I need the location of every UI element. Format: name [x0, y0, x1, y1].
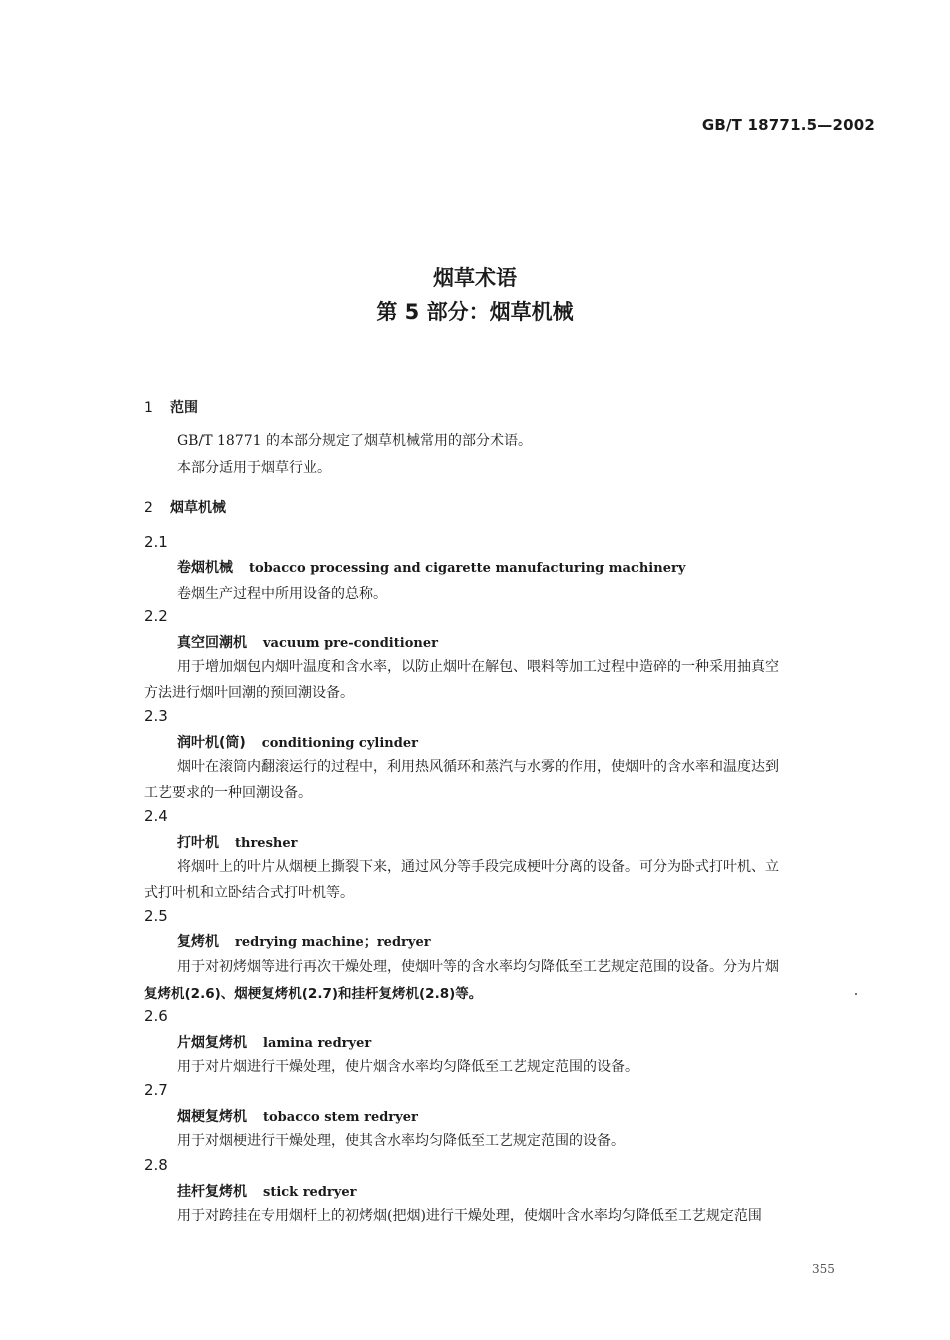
term-chinese: 烟梗复烤机 [177, 1109, 247, 1125]
term-chinese: 卷烟机械 [177, 560, 233, 576]
term-entry [177, 931, 431, 951]
term-definition: 将烟叶上的叶片从烟梗上撕裂下来，通过风分等手段完成梗叶分离的设备。可分为卧式打叶机、立 [177, 859, 779, 875]
section-title: 烟草机械 [170, 500, 226, 516]
document-title-line1: 烟草术语 [433, 266, 517, 290]
clause-number: 2.6 [144, 1007, 168, 1025]
term-entry [177, 1181, 356, 1201]
term-english: stick redryer [263, 1185, 357, 1200]
term-entry [177, 557, 685, 577]
clause-number: 2.4 [144, 807, 168, 825]
section-number: 1 [144, 400, 153, 416]
clause-number: 2.5 [144, 907, 168, 925]
term-entry [177, 832, 297, 852]
page-number: 355 [812, 1262, 835, 1276]
section-1-heading [144, 397, 198, 417]
term-entry [177, 1106, 418, 1126]
clause-number: 2.1 [144, 533, 168, 551]
section-1-paragraph-2: 本部分适用于烟草行业。 [177, 460, 331, 476]
term-chinese: 润叶机(筒) [177, 735, 246, 751]
clause-number: 2.7 [144, 1081, 168, 1099]
term-definition: 用于对跨挂在专用烟杆上的初烤烟(把烟)进行干燥处理，使烟叶含水率均匀降低至工艺规定范围 [177, 1208, 762, 1224]
term-entry [177, 732, 418, 752]
term-definition: 烟叶在滚筒内翻滚运行的过程中，利用热风循环和蒸汽与水雾的作用，使烟叶的含水率和温度达到 [177, 759, 779, 775]
term-entry [177, 1032, 371, 1052]
term-entry [177, 632, 438, 652]
scan-speck [855, 993, 857, 995]
clause-number: 2.2 [144, 607, 168, 625]
term-definition: 用于对片烟进行干燥处理，使片烟含水率均匀降低至工艺规定范围的设备。 [177, 1059, 639, 1075]
term-chinese: 真空回潮机 [177, 635, 247, 651]
clause-number: 2.3 [144, 707, 168, 725]
term-definition: 用于对初烤烟等进行再次干燥处理，使烟叶等的含水率均匀降低至工艺规定范围的设备。分为片烟 [177, 959, 779, 975]
term-definition: 用于增加烟包内烟叶温度和含水率，以防止烟叶在解包、喂料等加工过程中造碎的一种采用抽真空 [177, 659, 779, 675]
term-english: thresher [235, 836, 298, 851]
document-title-line2: 第 5 部分：烟草机械 [376, 300, 574, 324]
term-definition: 用于对烟梗进行干燥处理，使其含水率均匀降低至工艺规定范围的设备。 [177, 1133, 625, 1149]
term-chinese: 复烤机 [177, 934, 219, 950]
term-english: conditioning cylinder [261, 736, 418, 751]
term-english: vacuum pre-conditioner [263, 636, 438, 651]
term-definition-continued: 式打叶机和立卧结合式打叶机等。 [144, 885, 354, 901]
standard-number: GB/T 18771.5—2002 [701, 116, 875, 134]
section-2-heading [144, 497, 226, 517]
term-english: redrying machine；redryer [235, 935, 431, 950]
term-chinese: 片烟复烤机 [177, 1035, 247, 1051]
section-1-paragraph-1: GB/T 18771 的本部分规定了烟草机械常用的部分术语。 [177, 433, 532, 449]
term-definition-continued: 复烤机(2.6)、烟梗复烤机(2.7)和挂杆复烤机(2.8)等。 [144, 986, 483, 1002]
section-number: 2 [144, 500, 153, 516]
term-english: lamina redryer [263, 1036, 372, 1051]
term-english: tobacco stem redryer [263, 1110, 418, 1125]
term-chinese: 挂杆复烤机 [177, 1184, 247, 1200]
section-title: 范围 [170, 400, 198, 416]
clause-number: 2.8 [144, 1156, 168, 1174]
term-definition-continued: 方法进行烟叶回潮的预回潮设备。 [144, 685, 354, 701]
term-definition-continued: 工艺要求的一种回潮设备。 [144, 785, 312, 801]
term-chinese: 打叶机 [177, 835, 219, 851]
term-english: tobacco processing and cigarette manufacturing machinery [249, 561, 686, 576]
term-definition: 卷烟生产过程中所用设备的总称。 [177, 586, 387, 602]
